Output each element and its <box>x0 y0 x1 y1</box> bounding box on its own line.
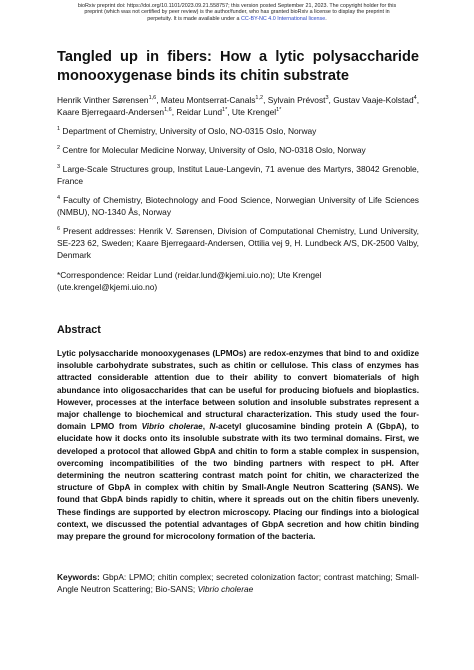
correspondence-line2: (ute.krengel@kjemi.uio.no) <box>57 282 158 292</box>
author-name: Sylvain Prévost <box>267 95 326 105</box>
affiliation-number: 6 <box>57 226 61 233</box>
abstract-text <box>57 348 419 543</box>
affiliation-text: Large-Scale Structures group, Institut Laue-Langevin, 71 avenue des Martyrs, 38042 Grenoble, France <box>57 164 419 186</box>
affiliation <box>57 163 419 187</box>
preprint-notice-line3 <box>40 16 434 22</box>
author-affiliation-marker: 1* <box>276 107 282 114</box>
author-separator: , <box>227 107 232 117</box>
affiliation-number: 4 <box>57 195 61 202</box>
author-name: Mateu Montserrat-Canals <box>160 95 256 105</box>
affiliation <box>57 125 419 137</box>
author-name: Ute Krengel <box>231 107 277 117</box>
author-list <box>57 94 419 118</box>
author-affiliation-marker: 4 <box>413 95 417 102</box>
affiliation-number: 2 <box>57 145 61 152</box>
author-affiliation-marker: 3 <box>325 95 329 102</box>
author-separator: , <box>416 95 420 105</box>
affiliation-text: Present addresses: Henrik V. Sørensen, Division of Computational Chemistry, Lund University, SE-223 62, Sweden; Kaare Bjerregaard-Andersen, Ottilia vej 9, H. Lundbeck A/S, DK-2500 Valby, Denmark <box>57 226 419 260</box>
author-separator: , <box>171 107 177 117</box>
notice-line3-prefix: perpetuity. It is made available under a <box>147 15 240 22</box>
author-affiliation-marker: 1* <box>222 107 228 114</box>
preprint-notice-line1: bioRxiv preprint doi: https://doi.org/10.1101/2023.09.21.558757; this version posted September 21, 2023. The copyright holder for this <box>77 3 397 9</box>
author-affiliation-marker: 1,6 <box>148 95 157 102</box>
author-name: Gustav Vaaje-Kolstad <box>333 95 414 105</box>
affiliation-number: 1 <box>57 126 61 133</box>
author-name: Reidar Lund <box>176 107 223 117</box>
notice-line3-suffix: . <box>325 15 327 22</box>
keywords <box>57 571 419 595</box>
correspondence <box>57 269 419 293</box>
keywords-species: Vibrio cholerae <box>197 584 254 595</box>
paper-body <box>57 48 419 595</box>
correspondence-line1: *Correspondence: Reidar Lund (reidar.lund@kjemi.uio.no); Ute Krengel <box>57 270 322 280</box>
abstract-part1: Lytic polysaccharide monooxygenases (LPMOs) are redox-enzymes that bind to and oxidize insoluble carbohydrate substrates, such as chitin or cellulose. This class of enzymes has attracted considerable attention due to their ability to convert biomaterials of high abundance into oligosaccharides that can be useful for producing biofuels and bioplastics. However, processes at the interface between solution and insoluble substrates represent a major challenge to biochemical and structural characterization. This study used the four-domain LPMO from <box>57 349 419 432</box>
author-separator: , <box>263 95 268 105</box>
keywords-label: Keywords: <box>57 572 100 583</box>
abstract-part2: , <box>202 422 210 432</box>
preprint-notice-line2: preprint (which was not certified by peer review) is the author/funder, who has granted bioRxiv a license to display the preprint in <box>84 9 390 16</box>
paper-title: Tangled up in fibers: How a lytic polysaccharide monooxygenase binds its chitin substrate <box>57 49 419 84</box>
affiliation-text: Faculty of Chemistry, Biotechnology and Food Science, Norwegian University of Life Sciences (NMBU), NO-1340 Ås, Norway <box>57 195 419 217</box>
abstract-part3: -acetyl glucosamine binding protein A (GbpA), to elucidate how it docks onto its insoluble substrate with its two terminal domains. First, we developed a protocol that allowed GbpA and chitin to form a stable complex in suspension, overcoming incompatibilities of the two binding partners with respect to pH. After determining the neutron scattering contrast match point for chitin, we characterized the structure of GbpA in complex with chitin by Small-Angle Neutron Scattering (SANS). We found that GbpA binds rapidly to chitin, where it spreads out on the chitin fibers unevenly. These findings are supported by electron microscopy. Placing our findings into a biological context, we discussed the potential advantages of GbpA secretion and how chitin binding may prepare the ground for microcolony formation of the bacteria. <box>57 422 419 542</box>
author-name: Henrik Vinther Sørensen <box>57 95 149 105</box>
affiliation <box>57 225 419 261</box>
author-affiliation-marker: 1,6 <box>164 107 172 114</box>
author-name: Kaare Bjerregaard-Andersen <box>57 107 165 117</box>
author-affiliation-marker: 1,2 <box>255 95 264 102</box>
affiliation-text: Department of Chemistry, University of Oslo, NO-0315 Oslo, Norway <box>60 126 317 136</box>
author-separator: , <box>156 95 161 105</box>
affiliation-number: 3 <box>57 164 61 171</box>
abstract-n-italic: N <box>209 422 216 432</box>
affiliation-text: Centre for Molecular Medicine Norway, University of Oslo, NO-0318 Oslo, Norway <box>60 145 366 155</box>
preprint-notice <box>40 3 434 22</box>
author-separator: , <box>328 95 334 105</box>
keywords-text: GbpA: LPMO; chitin complex; secreted colonization factor; contrast matching; Small-Angle Neutron Scattering; Bio-SANS; <box>57 572 419 595</box>
abstract-species-name: Vibrio cholerae <box>141 422 203 432</box>
license-link[interactable]: CC-BY-NC 4.0 International license <box>240 15 326 22</box>
abstract-heading: Abstract <box>57 324 101 336</box>
affiliation <box>57 194 419 218</box>
affiliation <box>57 144 419 156</box>
